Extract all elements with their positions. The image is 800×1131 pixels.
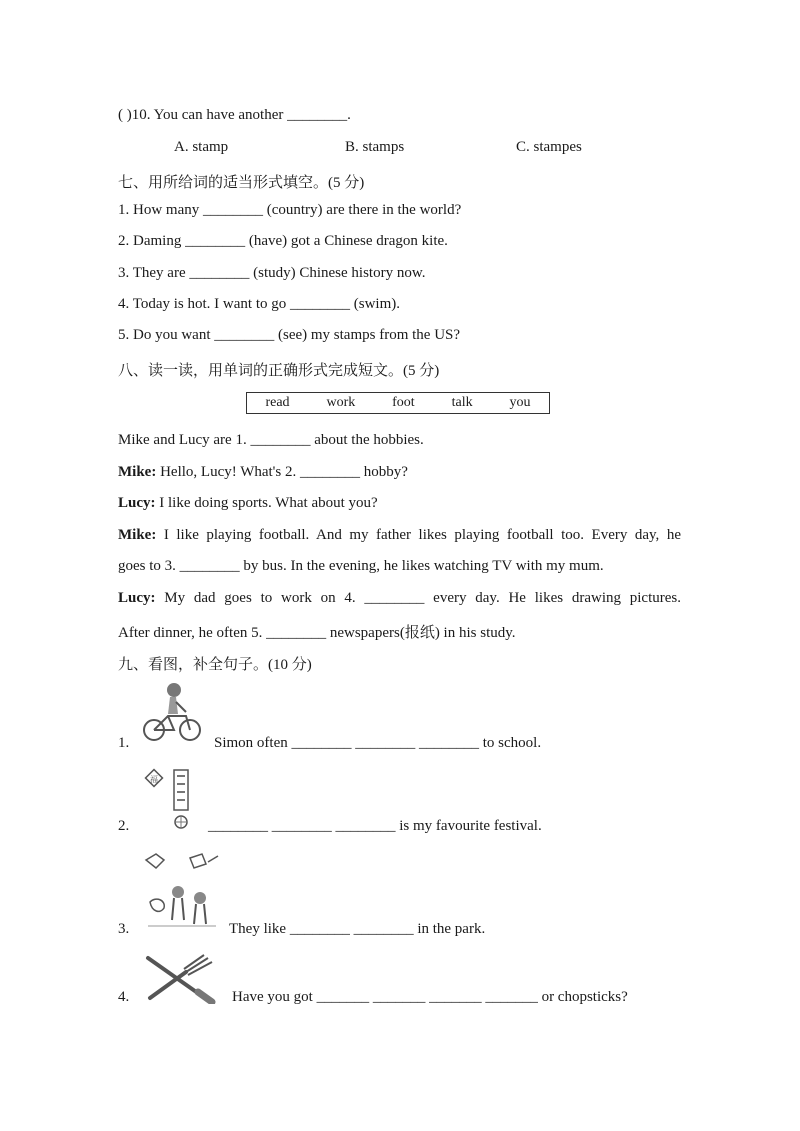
speaker: Lucy:	[118, 495, 156, 511]
dialogue-text: After dinner, he often 5. ________ newspapers(报纸) in his study.	[118, 625, 516, 641]
dialogue-text: Hello, Lucy! What's 2. ________ hobby?	[156, 464, 408, 480]
section9-item-1-number: 1.	[118, 735, 130, 751]
dialogue-text: I like playing football. And my father likes playing football too. Every day, he	[156, 527, 681, 543]
boy-riding-bike-picture	[140, 680, 204, 744]
section9-item-1-text: Simon often ________ ________ ________ to school.	[214, 735, 542, 751]
section7-title: 七、用所给词的适当形式填空。(5 分)	[118, 175, 365, 191]
section7-item-4: 4. Today is hot. I want to go ________ (swim).	[118, 296, 400, 312]
section7-item-3: 3. They are ________ (study) Chinese history now.	[118, 265, 426, 281]
dialogue-line-1	[118, 464, 408, 481]
q10-option-b: B. stamps	[345, 139, 405, 155]
word-bank-box	[246, 392, 550, 414]
dialogue-line-4	[118, 558, 604, 575]
dialogue-line-5	[118, 590, 681, 607]
dialogue-line-6	[118, 621, 516, 642]
word-bank-item: talk	[451, 395, 473, 410]
q10-option-a: A. stamp	[174, 139, 229, 155]
kids-flying-kites-picture	[142, 852, 220, 932]
q10-option-c: C. stampes	[516, 139, 582, 155]
q10-stem: ( )10. You can have another ________.	[118, 107, 351, 123]
section9-title: 九、看图，补全句子。(10 分)	[118, 657, 312, 673]
section9-item-3-number: 3.	[118, 921, 130, 937]
dialogue-line-3	[118, 527, 681, 544]
section9-item-2-number: 2.	[118, 818, 130, 834]
speaker: Lucy:	[118, 590, 156, 606]
word-bank-item: you	[509, 395, 531, 410]
speaker: Mike:	[118, 527, 157, 543]
dialogue-line-2	[118, 495, 378, 512]
section9-item-2-text: ________ ________ ________ is my favourite festival.	[208, 818, 542, 834]
word-bank-item: work	[326, 395, 356, 410]
section7-item-5: 5. Do you want ________ (see) my stamps from the US?	[118, 327, 461, 343]
section7-item-1: 1. How many ________ (country) are there in the world?	[118, 202, 462, 218]
section9-item-4-text: Have you got _______ _______ _______ _______ or chopsticks?	[232, 989, 628, 1005]
section8-intro: Mike and Lucy are 1. ________ about the hobbies.	[118, 432, 424, 448]
dialogue-text: I like doing sports. What about you?	[155, 495, 378, 511]
svg-text:福: 福	[150, 775, 158, 784]
section8-title: 八、读一读，用单词的正确形式完成短文。(5 分)	[118, 363, 440, 379]
dialogue-text: My dad goes to work on 4. ________ every day. He likes drawing pictures.	[155, 590, 681, 606]
section7-item-2: 2. Daming ________ (have) got a Chinese dragon kite.	[118, 233, 448, 249]
lantern-riddle-picture	[142, 766, 196, 832]
knife-and-fork-picture	[142, 952, 218, 1004]
speaker: Mike:	[118, 464, 157, 480]
word-bank-item: read	[265, 395, 290, 410]
dialogue-text: goes to 3. ________ by bus. In the evening, he likes watching TV with my mum.	[118, 558, 604, 574]
word-bank-item: foot	[392, 395, 415, 410]
section9-item-3-text: They like ________ ________ in the park.	[229, 921, 486, 937]
section9-item-4-number: 4.	[118, 989, 130, 1005]
